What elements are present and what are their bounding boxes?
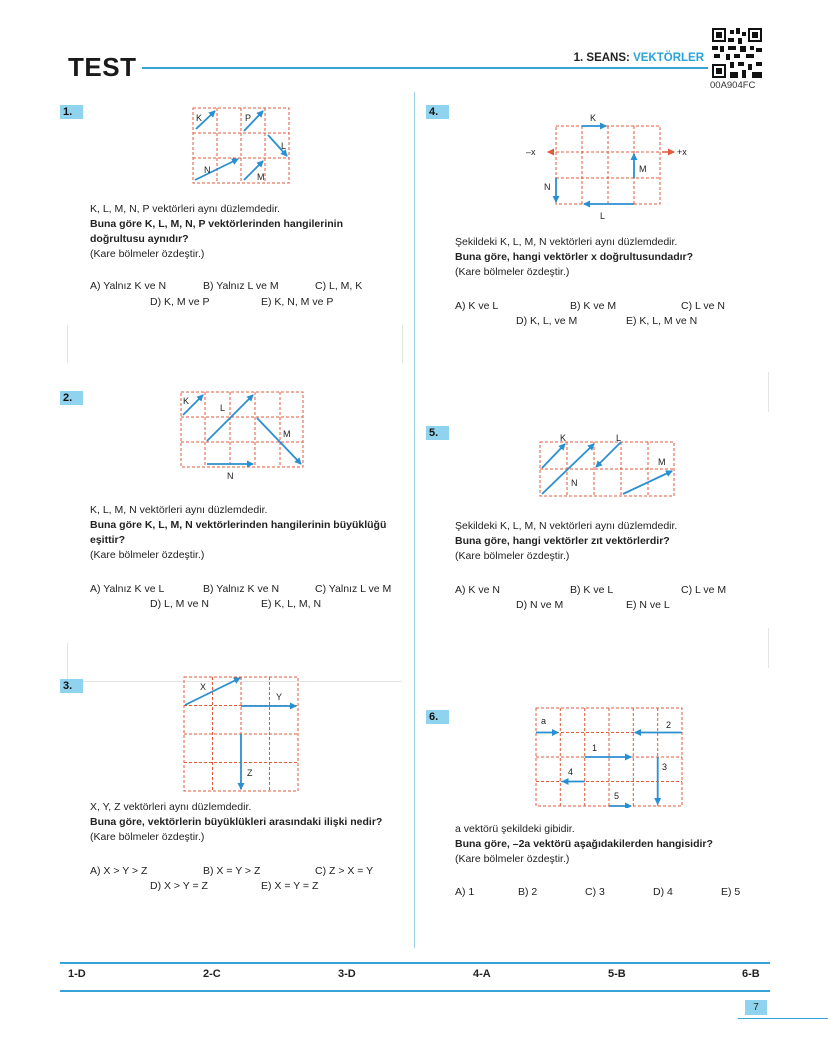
margin-mark bbox=[67, 325, 68, 363]
answer-2: 2-C bbox=[203, 968, 221, 980]
option-c[interactable]: C) L, M, K bbox=[315, 280, 363, 292]
label-l: L bbox=[616, 433, 622, 443]
option-a[interactable]: A) 1 bbox=[455, 886, 475, 898]
label-n: N bbox=[571, 478, 578, 488]
label-5: 5 bbox=[614, 791, 620, 801]
question-number: 1. bbox=[60, 105, 83, 119]
option-e[interactable]: E) K, N, M ve P bbox=[261, 296, 334, 308]
question-number: 2. bbox=[60, 391, 83, 405]
label-l: L bbox=[600, 211, 606, 221]
note: (Kare bölmeler özdeştir.) bbox=[90, 549, 205, 561]
prompt: Buna göre, hangi vektörler zıt vektörlerdir? bbox=[455, 535, 670, 547]
label-k: K bbox=[183, 396, 190, 406]
label-1: 1 bbox=[592, 743, 598, 753]
qr-code-icon bbox=[712, 28, 762, 78]
label-n: N bbox=[227, 471, 234, 481]
figure-q6 bbox=[534, 706, 684, 808]
label-a: a bbox=[541, 716, 547, 726]
label-k: K bbox=[196, 113, 203, 123]
session-prefix: 1. SEANS: bbox=[573, 52, 630, 64]
option-a[interactable]: A) K ve N bbox=[455, 584, 500, 596]
question-text bbox=[90, 800, 408, 845]
option-d[interactable]: D) N ve M bbox=[516, 599, 564, 611]
column-divider bbox=[414, 92, 415, 948]
session-topic: VEKTÖRLER bbox=[633, 52, 704, 64]
label-minus-x: –x bbox=[526, 147, 536, 157]
answer-1: 1-D bbox=[68, 968, 86, 980]
answer-6: 6-B bbox=[742, 968, 760, 980]
option-b[interactable]: B) Yalnız K ve N bbox=[203, 583, 280, 595]
session-title bbox=[574, 52, 704, 64]
prompt: Buna göre K, L, M, N vektörlerinden hangilerinin büyüklüğü eşittir? bbox=[90, 519, 387, 546]
prompt: Buna göre K, L, M, N, P vektörlerinden hangilerinin doğrultusu aynıdır? bbox=[90, 218, 344, 245]
option-b[interactable]: B) Yalnız L ve M bbox=[203, 280, 279, 292]
figure-q5 bbox=[538, 430, 678, 498]
option-e[interactable]: E) 5 bbox=[721, 886, 741, 898]
label-k: K bbox=[590, 113, 597, 123]
question-number: 5. bbox=[426, 426, 449, 440]
option-c[interactable]: C) L ve N bbox=[681, 300, 725, 312]
note: (Kare bölmeler özdeştir.) bbox=[455, 550, 570, 562]
label-y: Y bbox=[276, 692, 283, 702]
statement: K, L, M, N vektörleri aynı düzlemdedir. bbox=[90, 504, 268, 516]
option-d[interactable]: D) L, M ve N bbox=[150, 598, 209, 610]
qr-code-id: 00A904FC bbox=[710, 80, 756, 91]
page-rule bbox=[738, 1018, 828, 1019]
option-b[interactable]: B) K ve L bbox=[570, 584, 614, 596]
note: (Kare bölmeler özdeştir.) bbox=[90, 831, 205, 843]
question-text bbox=[455, 235, 765, 280]
option-a[interactable]: A) Yalnız K ve L bbox=[90, 583, 165, 595]
question-text bbox=[90, 503, 405, 563]
vector-k bbox=[542, 444, 565, 468]
question-number: 3. bbox=[60, 679, 83, 693]
label-n: N bbox=[204, 165, 211, 175]
option-d[interactable]: D) K, L, ve M bbox=[516, 315, 578, 327]
question-text bbox=[455, 519, 765, 564]
answer-key bbox=[60, 962, 770, 992]
answer-3: 3-D bbox=[338, 968, 356, 980]
prompt: Buna göre, –2a vektörü aşağıdakilerden hangisidir? bbox=[455, 838, 713, 850]
option-e[interactable]: E) K, L, M, N bbox=[261, 598, 322, 610]
question-number: 4. bbox=[426, 105, 449, 119]
statement: a vektörü şekildeki gibidir. bbox=[455, 823, 575, 835]
statement: Şekildeki K, L, M, N vektörleri aynı düzlemdedir. bbox=[455, 520, 678, 532]
label-k: K bbox=[560, 433, 567, 443]
option-e[interactable]: E) X = Y = Z bbox=[261, 880, 319, 892]
margin-mark bbox=[402, 325, 403, 363]
option-d[interactable]: D) X > Y = Z bbox=[150, 880, 208, 892]
note: (Kare bölmeler özdeştir.) bbox=[455, 853, 570, 865]
option-c[interactable]: C) Z > X = Y bbox=[315, 865, 374, 877]
label-plus-x: +x bbox=[677, 147, 687, 157]
margin-mark bbox=[768, 372, 769, 412]
option-b[interactable]: B) K ve M bbox=[570, 300, 617, 312]
statement: Şekildeki K, L, M, N vektörleri aynı düzlemdedir. bbox=[455, 236, 678, 248]
option-e[interactable]: E) K, L, M ve N bbox=[626, 315, 698, 327]
label-n: N bbox=[544, 182, 551, 192]
label-p: P bbox=[245, 113, 252, 123]
option-d[interactable]: D) K, M ve P bbox=[150, 296, 210, 308]
label-z: Z bbox=[247, 768, 253, 778]
figure-q3 bbox=[183, 676, 301, 794]
page-title: TEST bbox=[68, 52, 137, 82]
option-e[interactable]: E) N ve L bbox=[626, 599, 670, 611]
margin-mark bbox=[67, 643, 68, 681]
label-m: M bbox=[658, 457, 666, 467]
option-d[interactable]: D) 4 bbox=[653, 886, 673, 898]
label-3: 3 bbox=[662, 762, 668, 772]
option-b[interactable]: B) 2 bbox=[518, 886, 538, 898]
prompt: Buna göre, hangi vektörler x doğrultusundadır? bbox=[455, 251, 694, 263]
option-c[interactable]: C) L ve M bbox=[681, 584, 727, 596]
vector-m bbox=[257, 418, 301, 464]
vector-l bbox=[596, 442, 621, 467]
question-number: 6. bbox=[426, 710, 449, 724]
answer-4: 4-A bbox=[473, 968, 491, 980]
statement: K, L, M, N, P vektörleri aynı düzlemdedir. bbox=[90, 203, 281, 215]
page-number: 7 bbox=[745, 1000, 767, 1015]
label-4: 4 bbox=[568, 767, 574, 777]
label-x: X bbox=[200, 682, 207, 692]
label-l: L bbox=[220, 403, 226, 413]
option-a[interactable]: A) X > Y > Z bbox=[90, 865, 148, 877]
option-c[interactable]: C) Yalnız L ve M bbox=[315, 583, 392, 595]
figure-q4 bbox=[520, 110, 700, 222]
note: (Kare bölmeler özdeştir.) bbox=[90, 248, 205, 260]
label-2: 2 bbox=[666, 720, 672, 730]
question-text bbox=[455, 822, 765, 867]
answer-5: 5-B bbox=[608, 968, 626, 980]
prompt: Buna göre, vektörlerin büyüklükleri arasındaki ilişki nedir? bbox=[90, 816, 383, 828]
margin-mark bbox=[768, 628, 769, 668]
label-m: M bbox=[257, 172, 265, 182]
figure-q2 bbox=[180, 391, 306, 483]
header-rule bbox=[142, 67, 708, 69]
figure-q1 bbox=[192, 107, 292, 185]
label-l: L bbox=[281, 141, 287, 151]
label-m: M bbox=[283, 429, 291, 439]
label-m: M bbox=[639, 164, 647, 174]
question-text bbox=[90, 202, 400, 262]
option-b[interactable]: B) X = Y > Z bbox=[203, 865, 261, 877]
option-c[interactable]: C) 3 bbox=[585, 886, 605, 898]
note: (Kare bölmeler özdeştir.) bbox=[455, 266, 570, 278]
option-a[interactable]: A) K ve L bbox=[455, 300, 499, 312]
statement: X, Y, Z vektörleri aynı düzlemdedir. bbox=[90, 801, 252, 813]
vector-n bbox=[195, 159, 238, 180]
option-a[interactable]: A) Yalnız K ve N bbox=[90, 280, 167, 292]
